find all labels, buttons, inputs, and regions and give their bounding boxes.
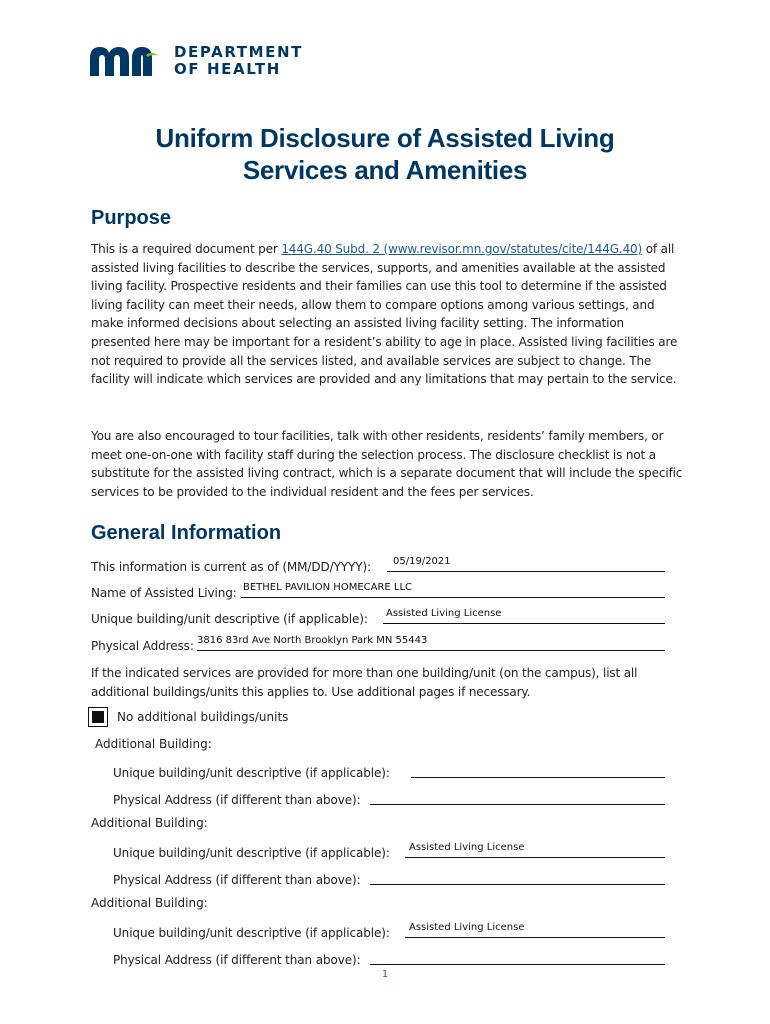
page-number: 1	[381, 969, 389, 980]
additional-building-2-unit-field[interactable]: Assisted Living License	[409, 842, 525, 853]
logo-text-line2: OF HEALTH	[174, 60, 281, 78]
physical-address-field[interactable]: 3816 83rd Ave North Brooklyn Park MN 55443	[197, 635, 428, 646]
no-additional-buildings-option[interactable]	[88, 705, 288, 729]
additional-building-1-address-row	[113, 787, 665, 807]
unit-descriptive-label: Unique building/unit descriptive (if applicable):	[91, 612, 368, 626]
no-additional-buildings-label: No additional buildings/units	[117, 710, 289, 724]
mn-logo-icon	[88, 44, 166, 78]
additional-building-3-heading: Additional Building:	[91, 896, 208, 910]
additional-building-3-address-label: Physical Address (if different than above):	[113, 953, 361, 967]
purpose-text-rest: of all assisted living facilities to describe the services, supports, and amenities available at the assisted living facility. Prospective residents and their families can use this tool to determine if the assisted living facility can meet their needs, allow them to compare options among various settings, and make informed decisions about selecting an assisted living facility setting. The information presented here may be important for a resident’s ability to age in place. Assisted living facilities are not required to provide all the services listed, and available services are subject to change. The facility will indicate which services are provided and any limitations that may pertain to the service.	[91, 242, 678, 387]
additional-building-2-unit-row	[113, 840, 665, 860]
unit-descriptive-row	[91, 606, 665, 626]
purpose-heading: Purpose	[91, 207, 172, 229]
additional-building-1-unit-row	[113, 760, 665, 780]
physical-address-row	[91, 633, 665, 653]
additional-building-1-unit-label: Unique building/unit descriptive (if applicable):	[113, 766, 390, 780]
statute-link[interactable]: 144G.40 Subd. 2 (www.revisor.mn.gov/statutes/cite/144G.40)	[281, 242, 643, 256]
unit-descriptive-underline	[383, 623, 665, 624]
document-title	[0, 122, 770, 186]
additional-building-3-address-underline	[370, 964, 665, 965]
facility-name-underline	[241, 597, 665, 598]
general-information-heading: General Information	[91, 522, 282, 544]
document-title-line2: Services and Amenities	[242, 155, 528, 185]
purpose-paragraph-1	[91, 240, 683, 389]
current-as-of-row	[91, 554, 665, 574]
additional-building-1-address-underline	[370, 804, 665, 805]
current-as-of-field[interactable]: 05/19/2021	[393, 556, 451, 567]
multiple-buildings-note: If the indicated services are provided for more than one building/unit (on the campus), list all additional buildings/units this applies to. Use additional pages if necessary.	[91, 666, 638, 699]
unit-descriptive-field[interactable]: Assisted Living License	[386, 608, 502, 619]
facility-name-row	[91, 580, 665, 600]
additional-building-3-unit-label: Unique building/unit descriptive (if applicable):	[113, 926, 390, 940]
document-title-line1: Uniform Disclosure of Assisted Living	[155, 123, 615, 153]
additional-building-1-heading: Additional Building:	[95, 737, 212, 751]
purpose-text-start: This is a required document per	[91, 242, 282, 256]
additional-building-3-unit-underline	[405, 937, 665, 938]
additional-building-2-address-underline	[370, 884, 665, 885]
purpose-paragraph-2: You are also encouraged to tour facilities, talk with other residents, residents’ family members, or meet one-on-one with facility staff during the selection process. The disclosure checklist is not a substitute for the assisted living contract, which is a separate document that will include the specific services to be provided to the individual resident and the fees per services.	[91, 429, 683, 499]
mn-department-of-health-logo	[88, 44, 303, 78]
facility-name-field[interactable]: BETHEL PAVILION HOMECARE LLC	[243, 582, 413, 593]
no-additional-buildings-checkbox[interactable]	[88, 707, 108, 727]
additional-building-2-address-label: Physical Address (if different than above):	[113, 873, 361, 887]
checkbox-checked-mark	[92, 711, 104, 723]
additional-building-1-address-label: Physical Address (if different than above):	[113, 793, 361, 807]
additional-building-2-address-row	[113, 867, 665, 887]
facility-name-label: Name of Assisted Living:	[91, 586, 237, 600]
additional-building-3-unit-row	[113, 920, 665, 940]
logo-text-line1: DEPARTMENT	[174, 43, 303, 61]
physical-address-underline	[197, 650, 665, 651]
additional-building-2-heading: Additional Building:	[91, 816, 208, 830]
additional-building-1-unit-underline	[411, 777, 665, 778]
current-as-of-label: This information is current as of (MM/DD/YYYY):	[91, 560, 372, 574]
current-as-of-underline	[387, 571, 665, 572]
additional-building-3-address-row	[113, 947, 665, 967]
additional-building-2-unit-label: Unique building/unit descriptive (if applicable):	[113, 846, 390, 860]
additional-building-2-unit-underline	[405, 857, 665, 858]
physical-address-label: Physical Address:	[91, 639, 194, 653]
additional-building-3-unit-field[interactable]: Assisted Living License	[409, 922, 525, 933]
